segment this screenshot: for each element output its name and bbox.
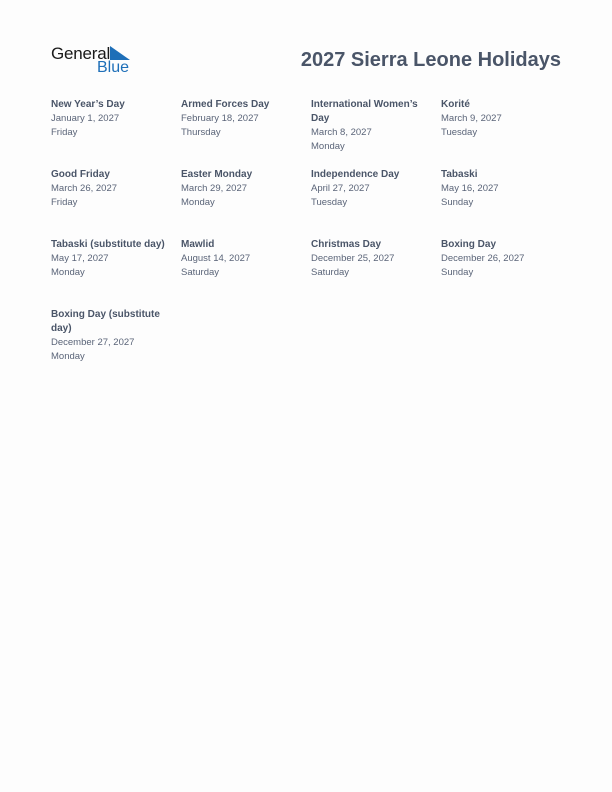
holiday-item [51, 168, 181, 238]
holiday-weekday: Thursday [181, 127, 221, 138]
holiday-grid [51, 98, 571, 378]
holiday-weekday: Sunday [441, 197, 474, 208]
holiday-weekday: Friday [51, 197, 78, 208]
holiday-name: International Women’s Day [311, 99, 418, 124]
holiday-date: December 26, 2027 [441, 253, 525, 264]
holiday-date: January 1, 2027 [51, 113, 120, 124]
holiday-name: Armed Forces Day [181, 99, 270, 110]
holiday-item [441, 238, 571, 308]
holiday-weekday: Friday [51, 127, 78, 138]
holiday-name: Christmas Day [311, 239, 382, 250]
holiday-name: Korité [441, 99, 470, 110]
holiday-name: Independence Day [311, 169, 400, 180]
holiday-name: Good Friday [51, 169, 110, 180]
holiday-date: August 14, 2027 [181, 253, 251, 264]
holiday-item [181, 98, 311, 168]
holiday-weekday: Saturday [311, 267, 350, 278]
holiday-weekday: Tuesday [441, 127, 478, 138]
holiday-weekday: Monday [311, 141, 345, 152]
holiday-weekday: Tuesday [311, 197, 348, 208]
holiday-name: Boxing Day (substitute day) [51, 309, 160, 334]
holiday-date: February 18, 2027 [181, 113, 259, 124]
holiday-item [51, 238, 181, 308]
logo-text-blue: Blue [97, 59, 130, 76]
holiday-item [441, 98, 571, 168]
holiday-name: Boxing Day [441, 239, 497, 250]
holiday-name: New Year’s Day [51, 99, 125, 110]
holiday-weekday: Monday [51, 351, 85, 362]
holiday-date: April 27, 2027 [311, 183, 370, 194]
generalblue-logo [50, 44, 134, 78]
holiday-date: May 17, 2027 [51, 253, 109, 264]
holiday-date: December 25, 2027 [311, 253, 395, 264]
holiday-weekday: Monday [51, 267, 85, 278]
holiday-date: March 8, 2027 [311, 127, 372, 138]
holiday-item [311, 98, 441, 168]
holiday-weekday: Monday [181, 197, 215, 208]
holiday-item [181, 238, 311, 308]
logo-text-general: General [51, 44, 111, 63]
holiday-date: December 27, 2027 [51, 337, 135, 348]
holiday-name: Tabaski [441, 169, 478, 180]
page-title: 2027 Sierra Leone Holidays [300, 49, 561, 71]
holiday-date: May 16, 2027 [441, 183, 499, 194]
holiday-item [51, 308, 181, 378]
holiday-item [181, 168, 311, 238]
holiday-name: Mawlid [181, 239, 215, 250]
holiday-item [441, 168, 571, 238]
holiday-item [51, 98, 181, 168]
logo-triangle-icon [110, 46, 130, 60]
holiday-date: March 26, 2027 [51, 183, 118, 194]
holiday-date: March 9, 2027 [441, 113, 502, 124]
holiday-item [311, 238, 441, 308]
holiday-name: Tabaski (substitute day) [51, 239, 165, 250]
holiday-weekday: Sunday [441, 267, 474, 278]
holiday-weekday: Saturday [181, 267, 220, 278]
holiday-name: Easter Monday [181, 169, 253, 180]
holiday-date: March 29, 2027 [181, 183, 248, 194]
holiday-item [311, 168, 441, 238]
